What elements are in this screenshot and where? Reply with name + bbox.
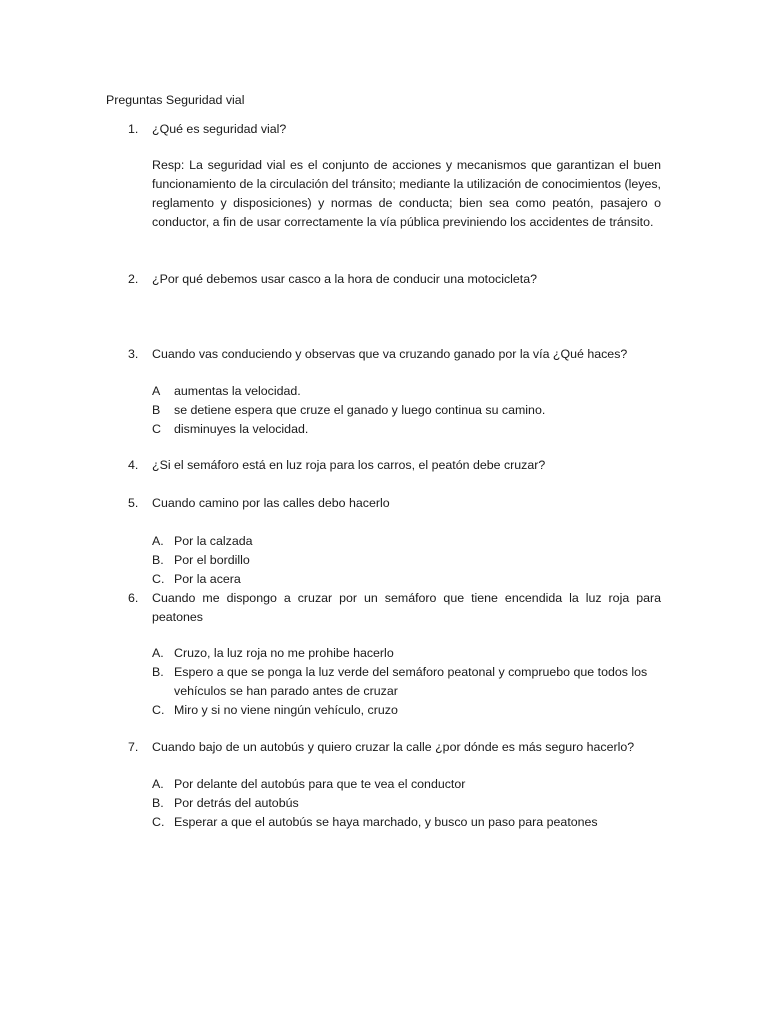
option-text: Por el bordillo xyxy=(174,553,250,567)
option-text: se detiene espera que cruze el ganado y luego continua su camino. xyxy=(174,403,546,417)
option-text: Por delante del autobús para que te vea el conductor xyxy=(174,777,466,791)
question-text: ¿Por qué debemos usar casco a la hora de conducir una motocicleta? xyxy=(152,272,538,286)
question-1 xyxy=(128,120,661,139)
option-letter: A. xyxy=(152,646,164,660)
option-item xyxy=(152,551,661,570)
option-text: Por la calzada xyxy=(174,534,253,548)
option-letter: B. xyxy=(152,796,164,810)
option-text: Por la acera xyxy=(174,572,241,586)
answer-1: Resp: La seguridad vial es el conjunto de acciones y mecanismos que garantizan el buen funcionamiento de la circulación del tránsito; mediante la utilización de conocimientos (leyes, reglamento y disposiciones) y normas de conducta; bien sea como peatón, pasajero o conductor, a fin de usar correctamente la vía pública previniendo los accidentes de tránsito. xyxy=(152,158,661,229)
question-text: ¿Qué es seguridad vial? xyxy=(152,122,287,136)
option-letter: A. xyxy=(152,777,164,791)
option-letter: B xyxy=(152,403,161,417)
question-number: 1. xyxy=(128,122,139,136)
document-title: Preguntas Seguridad vial xyxy=(106,93,245,107)
option-letter: C. xyxy=(152,572,165,586)
option-letter: C xyxy=(152,422,161,436)
question-number: 7. xyxy=(128,740,139,754)
option-text: Espero a que se ponga la luz verde del semáforo peatonal y compruebo que todos los vehículos se han parado antes de cruzar xyxy=(174,665,648,698)
question-7 xyxy=(128,738,661,757)
option-letter: B. xyxy=(152,553,164,567)
option-item xyxy=(152,532,661,551)
option-text: Miro y si no viene ningún vehículo, cruzo xyxy=(174,703,398,717)
question-number: 4. xyxy=(128,458,139,472)
question-number: 6. xyxy=(128,591,139,605)
options-6 xyxy=(152,644,661,720)
question-6 xyxy=(128,589,661,627)
option-text: disminuyes la velocidad. xyxy=(174,422,309,436)
option-item xyxy=(152,775,661,794)
option-letter: A xyxy=(152,384,161,398)
options-5 xyxy=(152,532,661,589)
option-item xyxy=(152,813,661,832)
option-text: Cruzo, la luz roja no me prohibe hacerlo xyxy=(174,646,394,660)
option-item xyxy=(152,701,661,720)
question-text: Cuando vas conduciendo y observas que va cruzando ganado por la vía ¿Qué haces? xyxy=(152,347,628,361)
option-item xyxy=(152,401,661,420)
question-number: 2. xyxy=(128,272,139,286)
option-item xyxy=(152,794,661,813)
option-item xyxy=(152,382,661,401)
options-3 xyxy=(152,382,661,439)
question-4 xyxy=(128,456,661,475)
option-item xyxy=(152,663,661,701)
question-2 xyxy=(128,270,661,289)
option-text: Esperar a que el autobús se haya marchado, y busco un paso para peatones xyxy=(174,815,598,829)
option-item xyxy=(152,420,661,439)
question-number: 3. xyxy=(128,347,139,361)
question-text: Cuando bajo de un autobús y quiero cruzar la calle ¿por dónde es más seguro hacerlo? xyxy=(152,740,635,754)
option-text: Por detrás del autobús xyxy=(174,796,299,810)
question-text: ¿Si el semáforo está en luz roja para los carros, el peatón debe cruzar? xyxy=(152,458,546,472)
option-text: aumentas la velocidad. xyxy=(174,384,301,398)
options-7 xyxy=(152,775,661,832)
option-letter: C. xyxy=(152,703,165,717)
question-text: Cuando camino por las calles debo hacerlo xyxy=(152,496,390,510)
question-5 xyxy=(128,494,661,513)
option-item xyxy=(152,644,661,663)
option-letter: B. xyxy=(152,665,164,679)
question-text: Cuando me dispongo a cruzar por un semáforo que tiene encendida la luz roja para peatones xyxy=(152,591,661,624)
option-letter: C. xyxy=(152,815,165,829)
question-number: 5. xyxy=(128,496,139,510)
question-3 xyxy=(128,345,661,364)
option-letter: A. xyxy=(152,534,164,548)
option-item xyxy=(152,570,661,589)
